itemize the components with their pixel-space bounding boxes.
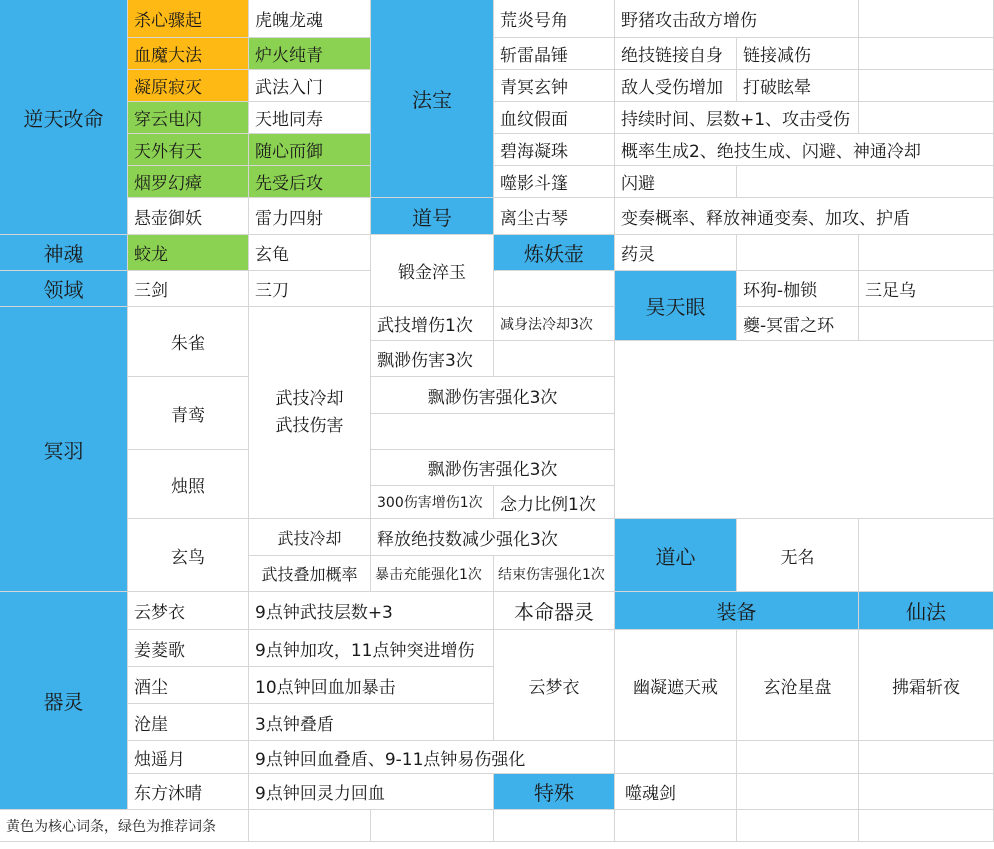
cell-shaxin[interactable]: 杀心骤起 [128,0,249,38]
cell-chuanyun[interactable]: 穿云电闪 [128,102,249,134]
fabao-desc-bihai[interactable]: 概率生成2、绝技生成、闪避、神通冷却 [615,134,994,166]
fabao-name-huangyan[interactable]: 荒炎号角 [494,0,615,38]
cell-xuangui[interactable]: 玄龟 [249,235,371,271]
empty-cell[interactable] [859,235,994,271]
category-lianyaohu[interactable]: 炼妖壶 [494,235,615,271]
fabao-desc-huangyan[interactable]: 野猪攻击敌方增伤 [615,0,859,38]
cell-tiandi[interactable]: 天地同寿 [249,102,371,134]
footnote: 黄色为核心词条，绿色为推荐词条 [0,810,249,842]
empty-region [615,341,994,519]
empty-cell[interactable] [494,271,615,307]
cell-xn-baoji[interactable]: 暴击充能强化1次 [371,556,494,592]
cell-300[interactable]: 300伤害增伤1次 [371,486,494,519]
category-daoxin[interactable]: 道心 [615,519,737,592]
empty-cell[interactable] [859,38,994,70]
daohao-name-lichen[interactable]: 离尘古琴 [494,198,615,235]
cell-xn-jieshu[interactable]: 结束伤害强化1次 [494,556,615,592]
cell-benming-yunmeng[interactable]: 云梦衣 [494,630,615,741]
empty-cell[interactable] [249,810,371,842]
category-teshu[interactable]: 特殊 [494,774,615,810]
qiling-desc-zhuyao[interactable]: 9点钟回血叠盾、9-11点钟易伤强化 [249,741,615,774]
category-daohao[interactable]: 道号 [371,198,494,235]
qiling-name-jiuchen[interactable]: 酒尘 [128,667,249,704]
cell-jianshen[interactable]: 减身法冷却3次 [494,307,615,341]
cell-piaomiao-qh-2[interactable]: 飘渺伤害强化3次 [371,450,615,486]
empty-cell[interactable] [859,774,994,810]
fabao-name-xuewen[interactable]: 血纹假面 [494,102,615,134]
qiling-name-cangya[interactable]: 沧崖 [128,704,249,741]
cell-wufa[interactable]: 武法入门 [249,70,371,102]
cell-xn-shifang[interactable]: 释放绝技数减少强化3次 [371,519,615,556]
cell-qingluan[interactable]: 青鸾 [128,377,249,450]
empty-cell[interactable] [615,741,737,774]
cell-xf-fushuang[interactable]: 拂霜斩夜 [859,630,994,741]
cell-zb-youning[interactable]: 幽凝遮天戒 [615,630,737,741]
daohao-desc-lichen[interactable]: 变奏概率、释放神通变奏、加攻、护盾 [615,198,994,235]
cell-yaoling[interactable]: 药灵 [615,235,737,271]
fabao-desc-xuewen[interactable]: 持续时间、层数+1、攻击受伤 [615,102,859,134]
cell-piaomiao3[interactable]: 飘渺伤害3次 [371,341,494,377]
cell-wujizengshang[interactable]: 武技增伤1次 [371,307,494,341]
cell-piaomiao-qh-1[interactable]: 飘渺伤害强化3次 [371,377,615,414]
cell-suixin[interactable]: 随心而御 [249,134,371,166]
empty-cell[interactable] [859,519,994,592]
category-lingyu[interactable]: 领域 [0,271,128,307]
empty-cell[interactable] [737,741,859,774]
empty-cell[interactable] [859,810,994,842]
empty-cell[interactable] [371,810,494,842]
empty-cell[interactable] [737,774,859,810]
qiling-desc-dongfang[interactable]: 9点钟回灵力回血 [249,774,494,810]
empty-cell[interactable] [737,235,859,271]
qiling-desc-yunmeng[interactable]: 9点钟武技层数+3 [249,592,494,630]
header-benming[interactable]: 本命器灵 [494,592,615,630]
cell-tianwai[interactable]: 天外有天 [128,134,249,166]
fabao-desc-qingming-2[interactable]: 打破眩晕 [737,70,859,102]
cell-zhuque[interactable]: 朱雀 [128,307,249,377]
cell-xianshou[interactable]: 先受后攻 [249,166,371,198]
fabao-name-qingming[interactable]: 青冥玄钟 [494,70,615,102]
cell-sanzuwu[interactable]: 三足乌 [859,271,994,307]
fabao-desc-zhanlei-2[interactable]: 链接减伤 [737,38,859,70]
qiling-name-yunmeng[interactable]: 云梦衣 [128,592,249,630]
empty-cell[interactable] [859,0,994,38]
empty-cell[interactable] [859,741,994,774]
qiling-desc-jiangli[interactable]: 9点钟加攻，11点钟突进增伤 [249,630,494,667]
wuji-shanghai-text: 武技伤害 [275,415,344,436]
cell-huangou[interactable]: 环狗-枷锁 [737,271,859,307]
cell-teshu-shihun[interactable]: 噬魂剑 [615,774,737,810]
empty-cell[interactable] [859,307,994,341]
empty-cell[interactable] [494,341,615,377]
header-xianfa[interactable]: 仙法 [859,592,994,630]
header-zhuangbei[interactable]: 装备 [615,592,859,630]
fabao-desc-qingming-1[interactable]: 敌人受伤增加 [615,70,737,102]
qiling-name-dongfang[interactable]: 东方沐晴 [128,774,249,810]
fabao-desc-zhanlei-1[interactable]: 绝技链接自身 [615,38,737,70]
category-haotianyan[interactable]: 昊天眼 [615,271,737,341]
cell-xn-diejia[interactable]: 武技叠加概率 [249,556,371,592]
cell-xuemo[interactable]: 血魔大法 [128,38,249,70]
category-nitian[interactable]: 逆天改命 [0,0,128,235]
fabao-desc-shiying[interactable]: 闪避 [615,166,737,198]
cell-huxue[interactable]: 虎魄龙魂 [249,0,371,38]
category-fabao[interactable]: 法宝 [371,0,494,198]
cell-yanluo[interactable]: 烟罗幻瘴 [128,166,249,198]
cell-duanjin[interactable]: 锻金淬玉 [371,235,494,307]
qiling-name-jiangli[interactable]: 姜菱歌 [128,630,249,667]
category-qiling[interactable]: 器灵 [0,592,128,810]
cell-ningyuan[interactable]: 凝原寂灭 [128,70,249,102]
cell-jiaolong[interactable]: 蛟龙 [128,235,249,271]
empty-cell[interactable] [859,102,994,134]
cell-xuanniao[interactable]: 玄鸟 [128,519,249,592]
cell-zb-xuancang[interactable]: 玄沧星盘 [737,630,859,741]
empty-cell[interactable] [737,810,859,842]
qiling-name-zhuyao[interactable]: 烛遥月 [128,741,249,774]
fabao-name-bihai[interactable]: 碧海凝珠 [494,134,615,166]
cell-kui[interactable]: 夔-冥雷之环 [737,307,859,341]
cell-sanjian[interactable]: 三剑 [128,271,249,307]
cell-xuanhu[interactable]: 悬壶御妖 [128,198,249,235]
qiling-desc-jiuchen[interactable]: 10点钟回血加暴击 [249,667,494,704]
wuji-lengque-text: 武技冷却 [275,388,344,409]
empty-cell[interactable] [859,70,994,102]
qiling-desc-cangya[interactable]: 3点钟叠盾 [249,704,494,741]
fabao-name-zhanlei[interactable]: 斩雷晶锤 [494,38,615,70]
cell-xn-lengque[interactable]: 武技冷却 [249,519,371,556]
cell-wuming[interactable]: 无名 [737,519,859,592]
category-mingyu[interactable]: 冥羽 [0,307,128,592]
fabao-name-shiying[interactable]: 噬影斗篷 [494,166,615,198]
cell-wuji-merged[interactable] [249,307,371,519]
category-shenhun[interactable]: 神魂 [0,235,128,271]
cell-sandao[interactable]: 三刀 [249,271,371,307]
empty-cell[interactable] [371,414,615,450]
cell-leili[interactable]: 雷力四射 [249,198,371,235]
cell-luhuo[interactable]: 炉火纯青 [249,38,371,70]
cell-nianli[interactable]: 念力比例1次 [494,486,615,519]
empty-cell[interactable] [494,810,615,842]
empty-cell[interactable] [737,166,994,198]
cell-zhuzhao[interactable]: 烛照 [128,450,249,519]
empty-cell[interactable] [615,810,737,842]
